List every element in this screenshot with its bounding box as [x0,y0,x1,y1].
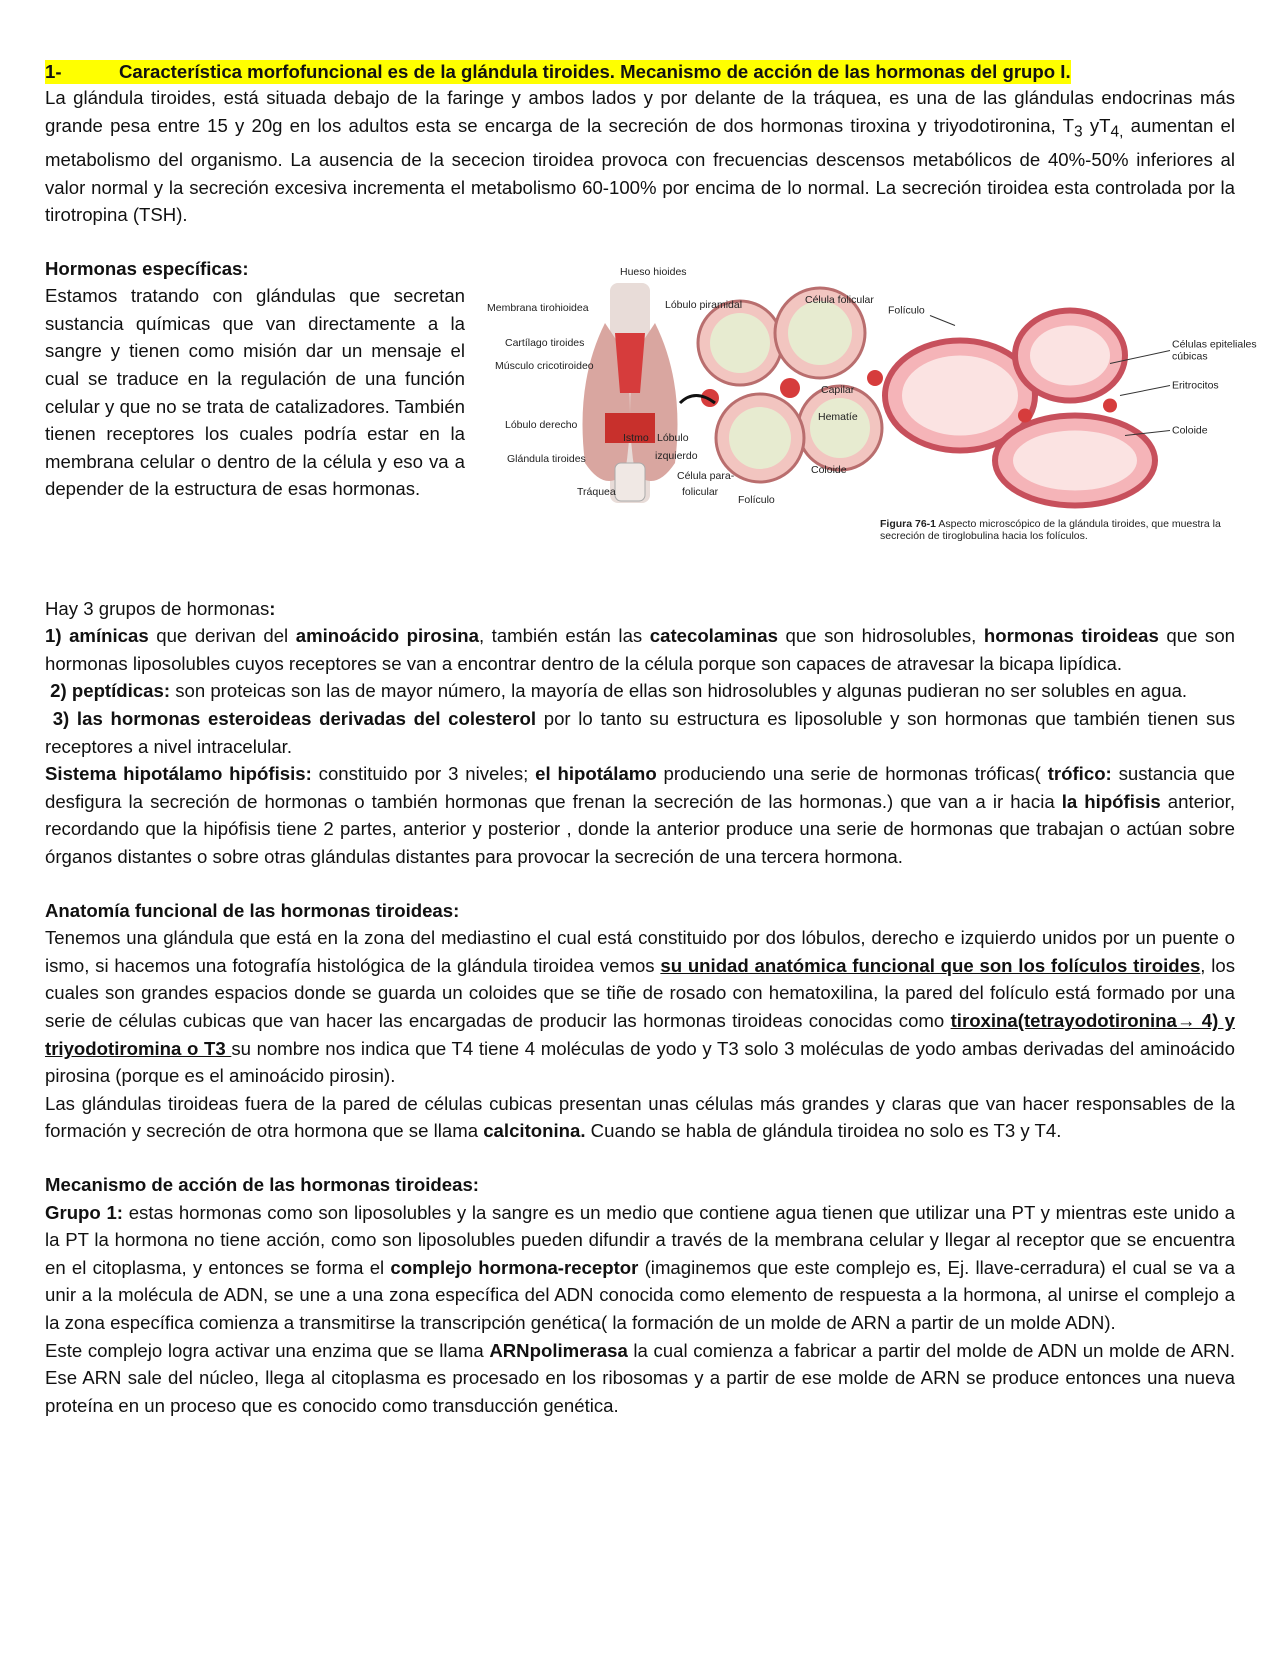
g1-text-c: , también están las [478,625,650,647]
g1-text-f: hormonas tiroideas [983,625,1159,647]
pointer-eritrocitos [1120,385,1170,395]
g2-label: 2) peptídicas: [50,680,171,702]
label-traquea: Tráquea [577,485,616,498]
anatomia-text-1: Tenemos una glándula que está en la zona del mediastino el cual está constituido por dos lóbulos, derecho e izquierdo unidos por un puente o ismo, si hacemos una fotografía histológica de la glándula tiroidea vemos [45,927,1235,976]
label-lobulo: Lóbulo [657,431,689,444]
label-glandula-tiroides: Glándula tiroides [507,452,586,465]
anatomia-paragraph-1 [45,924,1235,1090]
anatomia-paragraph-2 [45,1090,1235,1145]
mecanismo-text-6: la cual comienza a fabricar a partir del molde de ADN un molde de ARN. Ese ARN sale del núcleo, llega al citoplasma es procesado en los ribosomas y a partir de ese molde de ARN se produce entonces una nueva proteína en un proceso que es conocido como transducción genética. [45,1339,1235,1416]
section-heading [45,60,1071,84]
histology-label-cubicas: cúbicas [1172,350,1208,363]
anatomia-text-6: Las glándulas tiroideas fuera de la pared de células cubicas presentan unas células más grandes y claras que van hacer responsables de la formación y secreción de otra hormona que se llama [45,1092,1235,1142]
label-lobulo-piramidal: Lóbulo piramidal [665,298,743,311]
anatomia-text-5: su nombre nos indica que T4 tiene 4 moléculas de yodo y T3 solo 3 moléculas de yodo ambas derivadas del aminoácido pirosina (porque es el aminoácido pirosin). [45,1037,1235,1087]
anatomia-text-4: tiroxina(tetrayodotironina→ 4) y triyodotiromina o T3 [45,1010,1235,1059]
sh-text-f: la hipófisis [1061,790,1161,812]
thyroid-anatomy-figure [485,263,910,533]
label-foliculo: Folículo [738,493,775,506]
label-hueso-hioides: Hueso hioides [620,265,687,278]
cricothyroid-muscle-shape [615,333,645,393]
histology-label-eritrocitos: Eritrocitos [1172,379,1219,392]
sh-text-b: el hipotálamo [535,763,657,785]
anatomia-text-2: su unidad anatómica funcional que son los folículos tiroides [660,954,1201,976]
mecanismo-text-4: Este complejo logra activar una enzima que se llama [45,1339,490,1361]
sh-text-g: anterior, recordando que la hipófisis tiene 2 partes, anterior y posterior , donde la anterior produce una serie de hormonas que trabajan o actúan sobre órganos distantes o sobre otras glándulas distantes para provocar la secreción de una tercera hormona. [45,790,1235,868]
trachea-rings [615,463,645,501]
anatomia-text-3: , los cuales son grandes espacios donde se guarda un coloides que se tiñe de rosado con hematoxilina, la pared del folículo está formado por una serie de células cubicas que van hacer las encargadas de producir las hormonas tiroideas conocidas como [45,954,1235,1031]
figure-caption-number: Figura 76-1 [880,517,937,530]
intro-text-a: La glándula tiroides, está situada debajo de la faringe y ambos lados y por delante de la tráquea, es una de las glándulas endocrinas más grande pesa entre 15 y 20g en los adultos esta se encarga de la secreción de dos hormonas tiroxina y triyodotironina, T [45,87,1235,136]
label-lobulo-derecho: Lóbulo derecho [505,418,578,431]
histology-label-coloide: Coloide [1172,424,1208,437]
hormonas-especificas-text [45,255,465,503]
label-cartilago-tiroides: Cartílago tiroides [505,336,585,349]
grupos-intro-colon: : [269,597,276,619]
anatomia-title: Anatomía funcional de las hormonas tiroideas: [45,899,460,921]
intro-paragraph [45,84,1235,229]
anatomia-text-7: calcitonina. [483,1120,586,1142]
figure-caption-text: Aspecto microscópico de la glándula tiroides, que muestra la secreción de tiroglobulina hacia los folículos. [880,517,1221,542]
sh-text-c: produciendo una serie de hormonas tróficas( [656,763,1048,785]
label-celula-para: Célula para- [677,469,735,482]
sh-text-d: trófico: [1047,763,1112,785]
sh-text-e: sustancia que desfigura la secreción de hormonas o también hormonas que frenan la secreción de las hormonas.) que van a ir hacia [45,763,1235,812]
sh-title: Sistema hipotálamo hipófisis: [45,763,312,785]
grupo-aminicas [45,622,1235,677]
g1-label: 1) amínicas [45,625,149,647]
label-hematie: Hematíe [818,410,858,423]
label-celula-folicular: Célula folicular [805,293,874,306]
grupos-intro-text: Hay 3 grupos de hormonas [45,597,270,619]
histology-label-celulas-epiteliales: Células epiteliales [1172,338,1257,351]
mecanismo-paragraph-1 [45,1199,1235,1337]
sh-text-a: constituido por 3 niveles; [311,763,536,785]
follicle-group [698,288,883,482]
intro-text-b: yT [1082,114,1111,136]
label-capilar: Capilar [821,383,855,396]
label-folicular: folicular [682,485,719,498]
pointer-foliculo [930,315,955,325]
label-coloide: Coloide [811,463,847,476]
histology-label-foliculo: Folículo [888,304,925,317]
heading-number: 1- [45,61,62,82]
mecanismo-paragraph-2 [45,1337,1235,1420]
g1-text-e: que son hidrosolubles, [777,625,984,647]
subscript-3: 3 [1074,123,1083,141]
grupo-esteroideas [45,705,1235,760]
g1-text-b: aminoácido pirosina [295,625,479,647]
grupos-intro [45,595,1235,623]
histology-follicles [885,310,1155,505]
heading-title: Característica morfofuncional es de la glándula tiroides. Mecanismo de acción de las hormonas del grupo I. [119,61,1071,82]
sistema-hipotalamo [45,760,1235,870]
mecanismo-text-1: estas hormonas como son liposolubles y la sangre es un medio que contiene agua tienen que utilizar una PT y mientras este unido a la PT la hormona no tiene acción, como son liposolubles pueden difundir a través de la membrana celular y llegar al receptor que se encuentra en el citoplasma, y entonces se forma el [45,1201,1235,1278]
anatomia-text-8: Cuando se habla de glándula tiroidea no solo es T3 y T4. [585,1120,1062,1142]
g1-text-g: que son hormonas liposolubles cuyos receptores se van a encontrar dentro de la célula porque son capaces de atravesar la bicapa lipídica. [45,625,1235,674]
hormonas-especificas-body: Estamos tratando con glándulas que secretan sustancia químicas que van directamente a la sangre y tienen como misión dar un mensaje el cual se traduce en la regulación de una función celular y que no se trata de catalizadores. También tienen receptores los cuales podría estar en la membrana celular o dentro de la célula y eso va a depender de la estructura de esas hormonas. [45,285,465,500]
mecanismo-text-3: (imaginemos que este complejo es, Ej. llave-cerradura) el cual se va a unir a la molécula de ADN, se une a una zona específica del ADN conocida como elemento de respuesta a la hormona, al unirse el complejo a la zona específica comienza a transmitirse la transcripción genética( la formación de un molde de ARN a partir de un molde ADN). [45,1256,1236,1333]
label-istmo: Istmo [623,431,649,444]
subscript-4: 4, [1110,123,1124,141]
g3-label: 3) las hormonas esteroideas derivadas del colesterol [52,708,537,730]
hormonas-especificas-title: Hormonas específicas: [45,257,249,279]
label-membrana-tirohioidea: Membrana tirohioidea [487,301,589,314]
figure-caption [880,518,1240,542]
mecanismo-title: Mecanismo de acción de las hormonas tiroideas: [45,1173,479,1195]
label-izquierdo: izquierdo [655,449,698,462]
label-musculo-cricotiroideo: Músculo cricotiroideo [495,359,594,372]
mecanismo-text-2: complejo hormona-receptor [390,1256,639,1278]
g3-text: por lo tanto su estructura es liposoluble y son hormonas que también tienen sus receptores a nivel intracelular. [45,708,1236,757]
document-page [45,60,1257,1419]
grupo-peptidicas [45,677,1235,705]
intro-text-c: aumentan el metabolismo del organismo. La ausencia de la sececion tiroidea provoca con frecuencias descensos metabólicos de 40%-50% inferiores al valor normal y la secreción excesiva incrementa el metabolismo 60-100% por encima de lo normal. La secreción tiroidea esta controlada por la tirotropina (TSH). [45,114,1235,226]
mecanismo-text-5: ARNpolimerasa [489,1339,628,1361]
g1-text-a: que derivan del [148,625,296,647]
hormonas-especificas-block [45,255,1257,573]
mecanismo-grupo-label: Grupo 1: [45,1201,123,1223]
g2-text: son proteicas son las de mayor número, la mayoría de ellas son hidrosolubles y algunas pudieran no ser solubles en agua. [170,680,1188,702]
g1-text-d: catecolaminas [649,625,778,647]
